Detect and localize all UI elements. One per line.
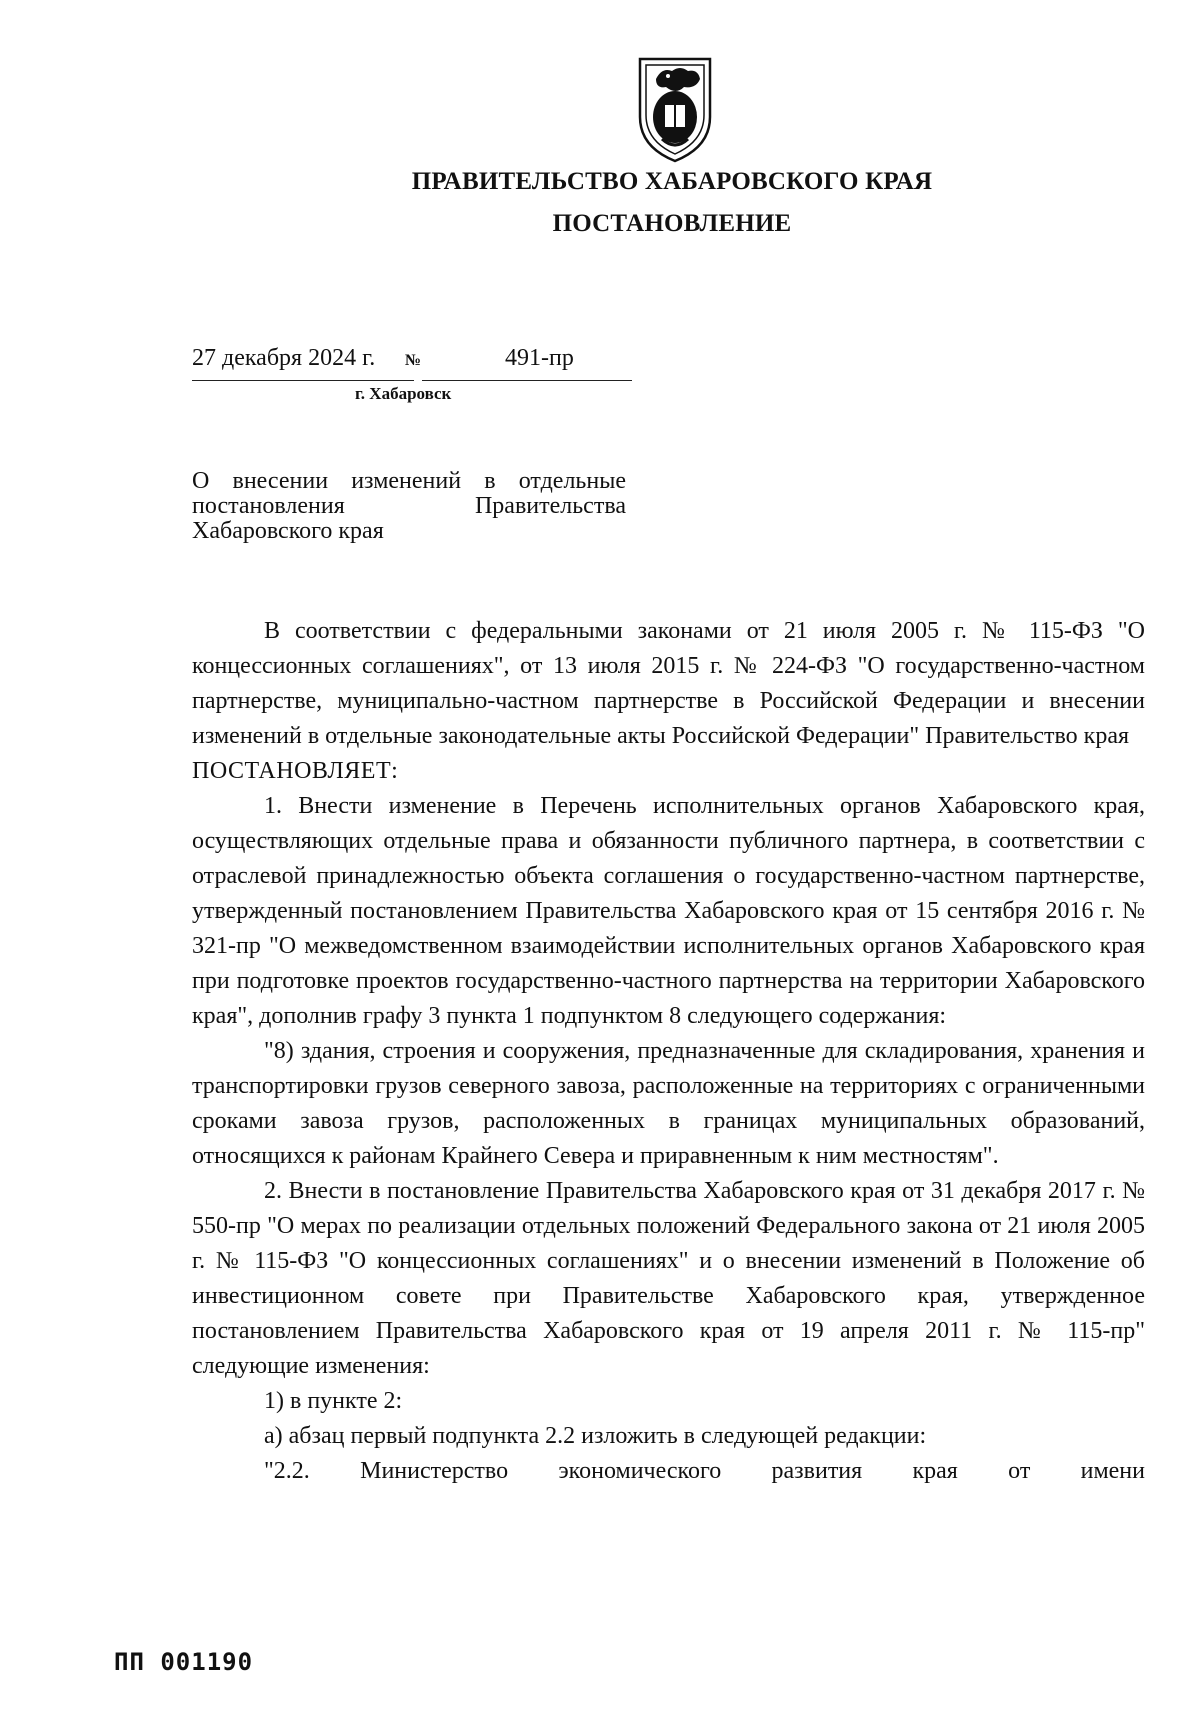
document-subject: [192, 469, 626, 544]
number-sign: №: [405, 352, 422, 369]
item-2-subitem-1a: а) абзац первый подпункта 2.2 изложить в следующей редакции:: [264, 1423, 927, 1449]
coat-of-arms-icon: [632, 55, 718, 165]
number-underline: [422, 380, 632, 381]
form-code: ПП 001190: [114, 1648, 254, 1676]
subject-line: Хабаровского края: [192, 518, 384, 544]
item-2-subitem-1: 1) в пункте 2:: [264, 1388, 403, 1414]
document-date: 27 декабря 2024 г.: [192, 345, 376, 371]
date-underline: [192, 380, 414, 381]
document-city: г. Хабаровск: [355, 384, 452, 403]
document-number: 491-пр: [505, 345, 574, 371]
item-2-quote-start: "2.2. Министерство экономического развития края от имени: [264, 1458, 1145, 1484]
document-body: [192, 614, 1145, 1489]
item-1-paragraph: 1. Внести изменение в Перечень исполнительных органов Хабаровского края, осуществляющих отдельные права и обязанности публичного партнера, в соответствии с отраслевой принадлежностью объекта соглашения о государственно-частном партнерстве, утвержденный постановлением Правительства Хабаровского края от 15 сентября 2016 г. № 321-пр "О межведомственном взаимодействии исполнительных органов Хабаровского края при подготовке проектов государственно-частного партнерства на территории Хабаровского края", дополнив графу 3 пункта 1 подпунктом 8 следующего содержания:: [192, 793, 1145, 1029]
item-1-quote-paragraph: "8) здания, строения и сооружения, предназначенные для складирования, хранения и транспортировки грузов северного завоза, расположенные на территориях с ограниченными сроками завоза грузов, расположенных в границах муниципальных образований, относящихся к районам Крайнего Севера и приравненным к ним местностям".: [192, 1038, 1145, 1169]
intro-paragraph: В соответствии с федеральными законами от 21 июля 2005 г. № 115-ФЗ "О концессионных соглашениях", от 13 июля 2015 г. № 224-ФЗ "О государственно-частном партнерстве, муниципально-частном партнерстве в Российской Федерации и внесении изменений в отдельные законодательные акты Российской Федерации" Правительство края: [192, 618, 1145, 749]
item-2-paragraph: 2. Внести в постановление Правительства Хабаровского края от 31 декабря 2017 г. № 550-пр "О мерах по реализации отдельных положений Федерального закона от 21 июля 2005 г. № 115-ФЗ "О концессионных соглашениях" и о внесении изменений в Положение об инвестиционном совете при Правительстве Хабаровского края, утвержденное постановлением Правительства Хабаровского края от 19 апреля 2011 г. № 115-пр" следующие изменения:: [192, 1178, 1145, 1379]
decree-word: ПОСТАНОВЛЯЕТ:: [192, 758, 399, 784]
subject-line: постановления Правительства: [192, 493, 626, 519]
government-title: ПРАВИТЕЛЬСТВО ХАБАРОВСКОГО КРАЯ: [411, 168, 933, 195]
subject-line: О внесении изменений в отдельные: [192, 468, 626, 494]
document-type-title: ПОСТАНОВЛЕНИЕ: [552, 210, 792, 237]
